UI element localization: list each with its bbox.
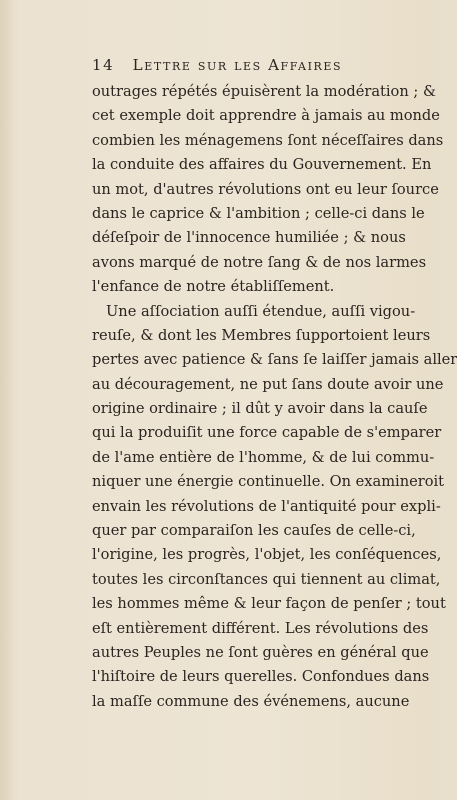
text-line: les hommes même & leur façon de penſer ; tout: [92, 595, 446, 613]
text-line: qui la produiſit une force capable de s'emparer: [92, 424, 442, 442]
text-line: combien les ménagemens ſont néceſſaires dans: [92, 131, 444, 149]
text-line: outrages répétés épuisèrent la modération ; &: [92, 83, 436, 100]
text-line: la conduite des affaires du Gouvernement. En: [92, 156, 432, 174]
text-line: reuſe, & dont les Membres ſupportoient leurs: [92, 326, 431, 344]
running-header: [92, 56, 392, 74]
text-line: quer par comparaiſon les cauſes de celle-ci,: [92, 522, 416, 540]
running-title: Lettre sur les Affaires: [132, 56, 343, 74]
text-line: l'origine, les progrès, l'objet, les conſéquences,: [92, 546, 442, 564]
text-line: pertes avec patience & ſans ſe laiſſer jamais aller: [92, 351, 457, 369]
body-text: [92, 80, 457, 714]
text-line: cet exemple doit apprendre à jamais au monde: [92, 107, 440, 125]
text-line: origine ordinaire ; il dût y avoir dans la cauſe: [92, 400, 428, 418]
text-line: déſeſpoir de l'innocence humiliée ; & nous: [92, 229, 406, 247]
text-line: eſt entièrement différent. Les révolutions des: [92, 619, 429, 637]
text-line: toutes les circonſtances qui tiennent au climat,: [92, 570, 441, 588]
text-line: envain les révolutions de l'antiquité pour expli-: [92, 497, 441, 515]
text-line: avons marqué de notre ſang & de nos larmes: [92, 253, 427, 271]
text-line: au découragement, ne put ſans doute avoir une: [92, 375, 444, 393]
text-line: l'enfance de notre établiſſement.: [92, 278, 335, 296]
text-line: l'hiſtoire de leurs querelles. Confondues dans: [92, 668, 430, 686]
text-line: de l'ame entière de l'homme, & de lui commu-: [92, 448, 435, 466]
text-line: Une aſſociation auſſi étendue, auſſi vigou-: [106, 302, 416, 320]
text-line: dans le caprice & l'ambition ; celle-ci dans le: [92, 204, 425, 222]
text-line: un mot, d'autres révolutions ont eu leur ſource: [92, 180, 439, 198]
text-line: autres Peuples ne ſont guères en général que: [92, 643, 429, 661]
text-line: la maſſe commune des événemens, aucune: [92, 692, 410, 710]
text-line: niquer une énergie continuelle. On examineroit: [92, 473, 445, 491]
page-number: 14: [92, 56, 115, 74]
